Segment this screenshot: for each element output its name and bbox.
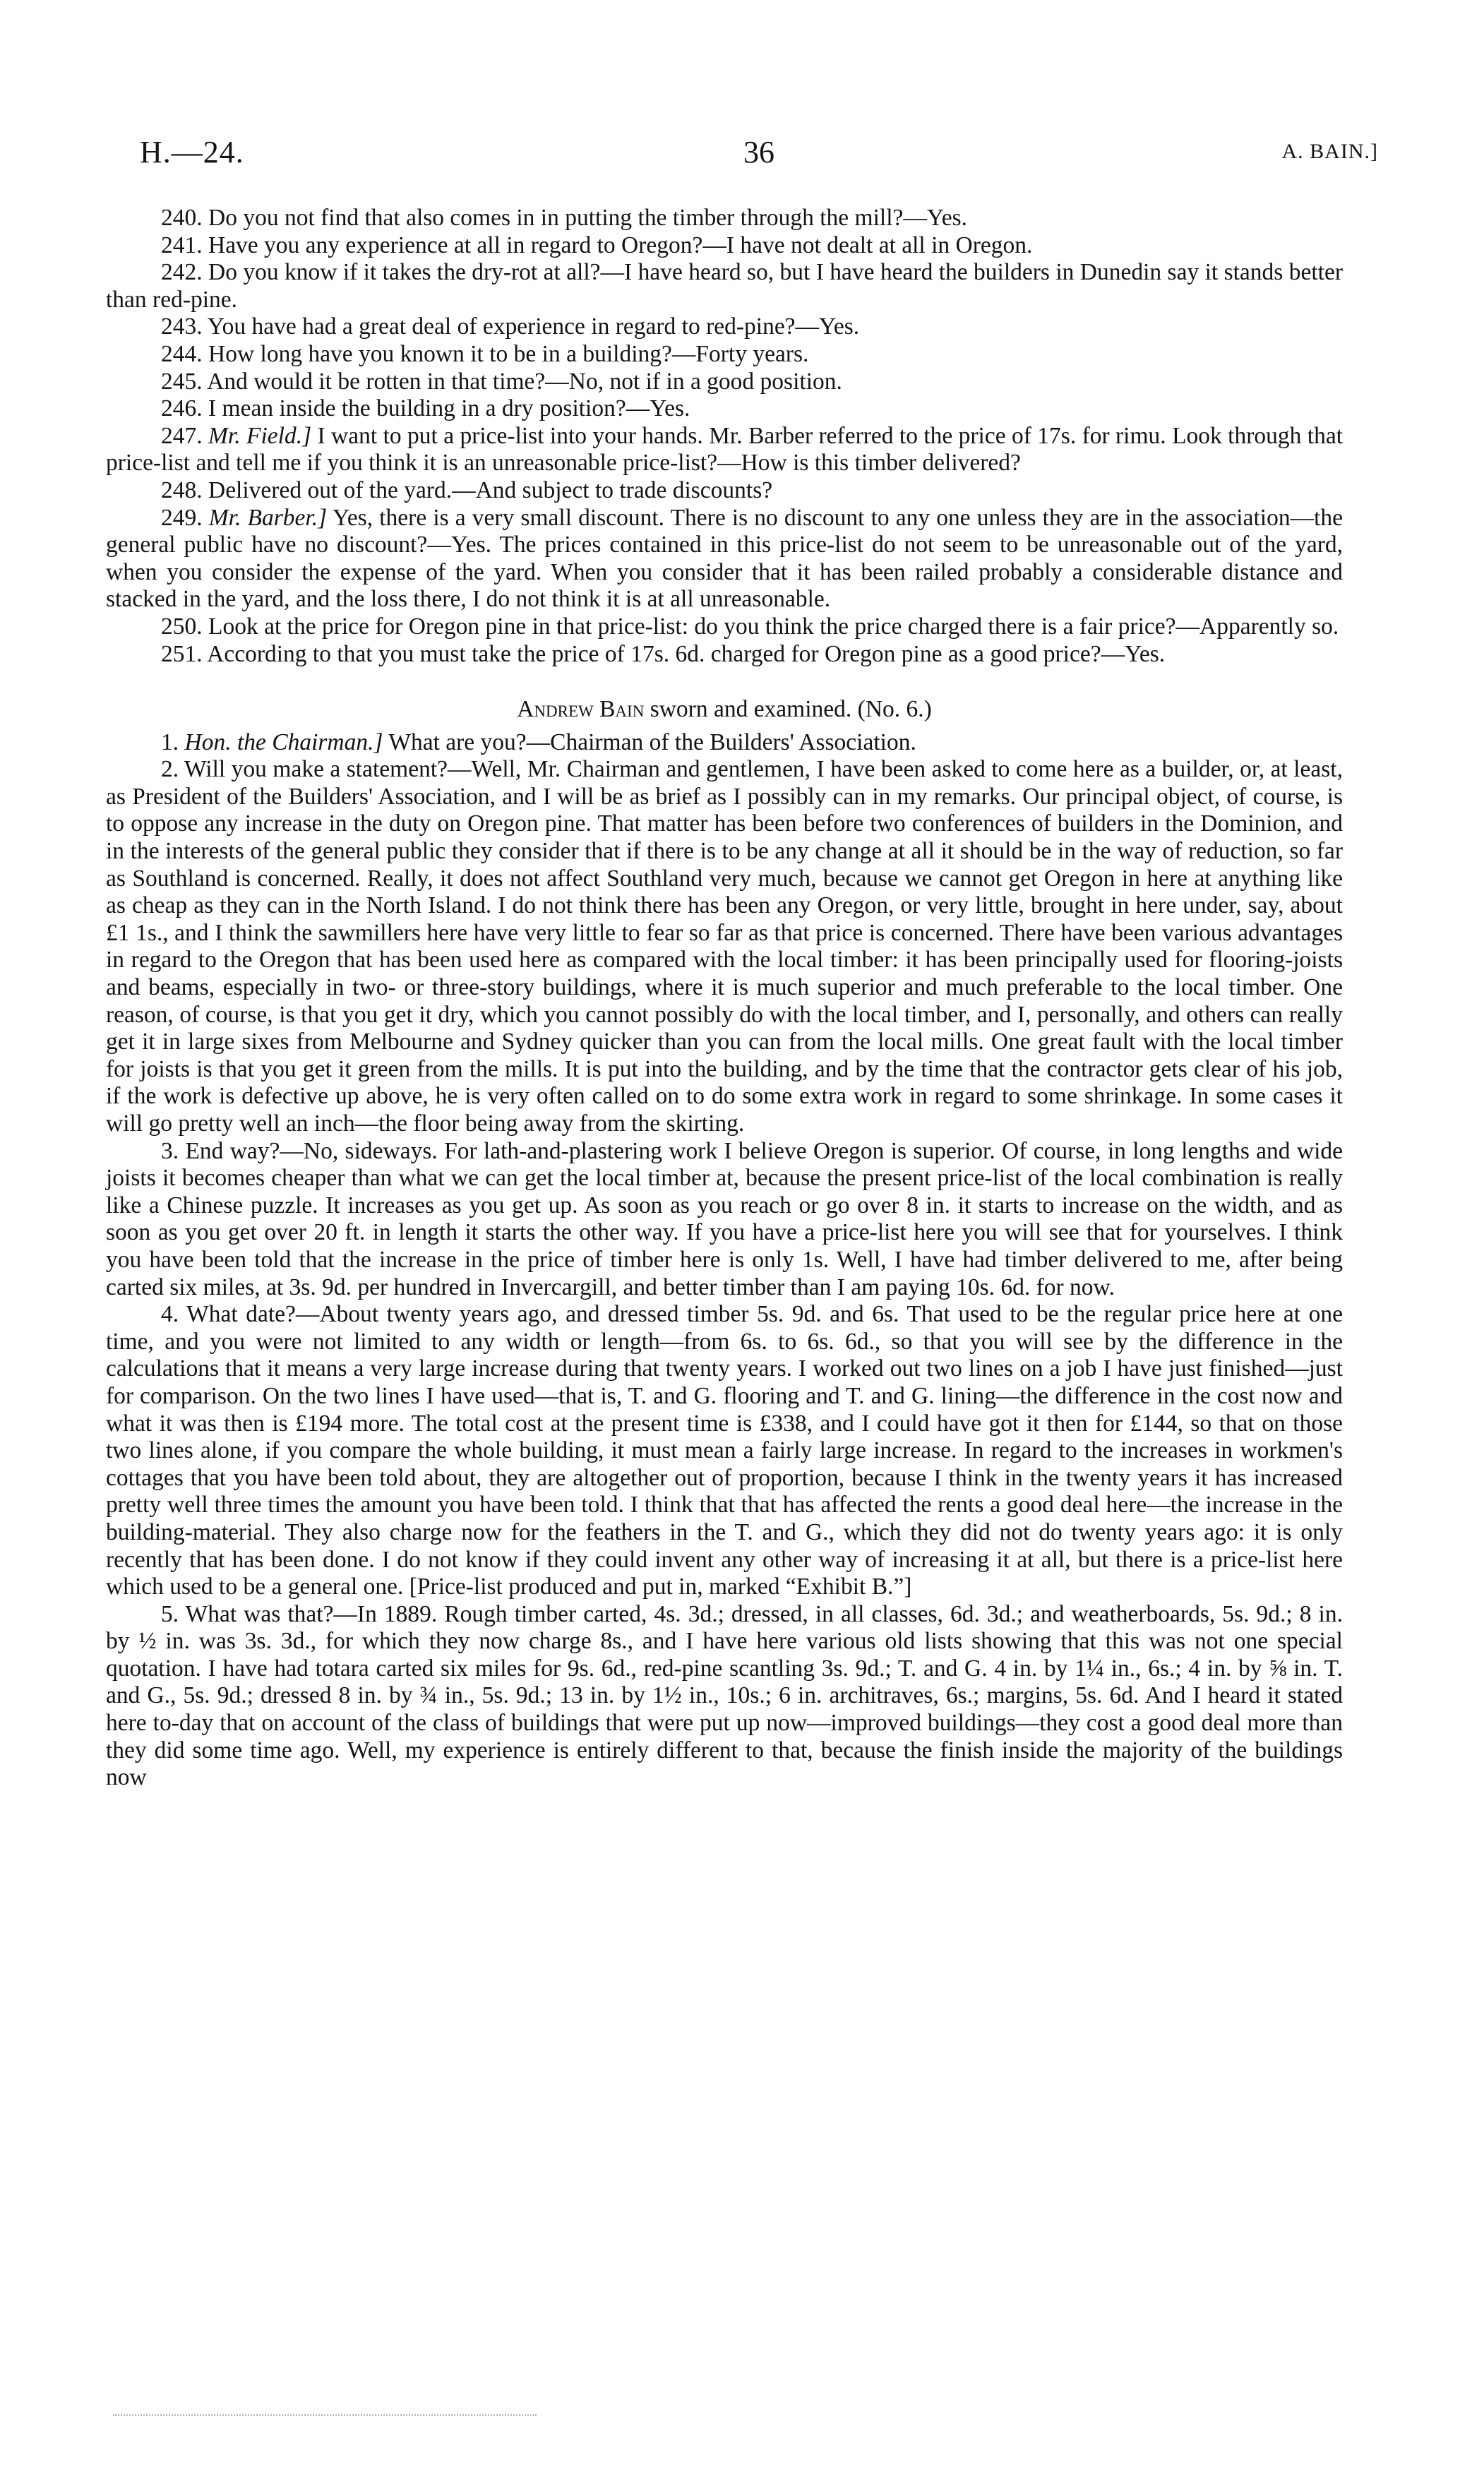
page-header [140, 128, 1378, 178]
speaker-label: Mr. Barber.] [208, 504, 328, 531]
witness-name: Andrew Bain [517, 696, 645, 723]
page-number: 36 [743, 135, 774, 169]
qa-paragraph: 240. Do you not find that also comes in in putting the timber through the mill?—Yes. [161, 205, 968, 231]
qa-paragraph: 244. How long have you known it to be in a building?—Forty years. [161, 340, 809, 367]
qa-paragraph: 245. And would it be rotten in that time?—No, not if in a good position. [161, 368, 842, 395]
speaker-label: Hon. the Chairman.] [184, 729, 383, 755]
qa-paragraph: 5. What was that?—In 1889. Rough timber carted, 4s. 3d.; dressed, in all classes, 6d. 3d.; and weatherboards, 5s. 9d.; 8 in. by ½ in. was 3s. 3d., for which they now charge 8s., and I have here various old lists showing that this was not one special quotation. I have had totara carted six miles for 9s. 6d., red-pine scantling 3s. 9d.; T. and G. 4 in. by 1¼ in., 6s.; 4 in. by ⅝ in. T. and G., 5s. 9d.; dressed 8 in. by ¾ in., 5s. 9d.; 13 in. by 1½ in., 10s.; 6 in. architraves, 6s.; margins, 5s. 6d. And I heard it stated here to-day that on account of the class of buildings that were put up now—improved buildings—they cost a good deal more than they did some time ago. Well, my experience is entirely different to that, because the finish inside the majority of the buildings now [106, 1600, 1343, 1791]
qa-paragraph: 242. Do you know if it takes the dry-rot at all?—I have heard so, but I have heard the builders in Dunedin say it stands better than red-pine. [106, 259, 1343, 313]
qa-paragraph: 3. End way?—No, sideways. For lath-and-plastering work I believe Oregon is superior. Of course, in long lengths and wide joists it becomes cheaper than what we can get the local timber at, because the present price-list of the local combination is really like a Chinese puzzle. It increases as you get up. As soon as you reach or go over 8 in. it starts to increase on the width, and as soon as you get over 20 ft. in length it starts the other way. If you have a price-list here you will see that for yourselves. I think you have been told that the increase in the price of timber here is only 1s. Well, I have had timber delivered to me, after being carted six miles, at 3s. 9d. per hundred in Invercargill, and better timber than I am paying 10s. 6d. for now. [106, 1137, 1343, 1300]
footer-rule [113, 2414, 537, 2419]
qa-paragraph: 249. Mr. Barber.] Yes, there is a very small discount. There is no discount to any one unless they are in the association—the general public have no discount?—Yes. The prices contained in this price-list do not seem to be unreasonable out of the yard, when you consider the expense of the yard. When you consider that it has been railed probably a considerable distance and stacked in the yard, and the loss there, I do not think it is at all unreasonable. [106, 504, 1343, 613]
qa-paragraph: 248. Delivered out of the yard.—And subject to trade discounts? [161, 477, 773, 503]
qa-paragraph: 4. What date?—About twenty years ago, and dressed timber 5s. 9d. and 6s. That used to be the regular price here at one time, and you were not limited to any width or length—from 6s. to 6s. 6d., so that you will see by the difference in the calculations that it means a very large increase during that twenty years. I worked out two lines on a job I have just finished—just for comparison. On the two lines I have used—that is, T. and G. flooring and T. and G. lining—the difference in the cost now and what it was then is £194 more. The total cost at the present time is £338, and I could have got it then for £144, so that on those two lines alone, if you compare the whole building, it must mean a fairly large increase. In regard to the increases in workmen's cottages that you have been told about, they are altogether out of proportion, because I think in the twenty years it has increased pretty well three times the amount you have been told. I think that that has affected the rents a good deal here—the increase in the building-material. They also charge now for the feathers in the T. and G., which they did not do twenty years ago: it is only recently that has been done. I do not know if they could invent any other way of increasing it at all, but there is a price-list here which used to be a general one. [Price-list produced and put in, marked “Exhibit B.”] [106, 1301, 1343, 1600]
qa-paragraph: 2. Will you make a statement?—Well, Mr. Chairman and gentlemen, I have been asked to come here as a builder, or, at least, as President of the Builders' Association, and I will be as brief as I possibly can in my remarks. Our principal object, of course, is to oppose any increase in the duty on Oregon pine. That matter has been before two conferences of builders in the Dominion, and in the interests of the general public they consider that if there is to be any change at all it should be in the way of reduction, so far as Southland is concerned. Really, it does not affect Southland very much, because we cannot get Oregon in here at anything like as cheap as they can in the North Island. I do not think there has been any Oregon, or very little, brought in here under, say, about £1 1s., and I think the sawmillers here have very little to fear so far as that price is concerned. There have been various advantages in regard to the Oregon that has been used here as compared with the local timber: it has been principally used for flooring-joists and beams, especially in two- or three-story buildings, where it is much superior and much preferable to the local timber. One reason, of course, is that you get it dry, which you cannot possibly do with the local timber, and I, personally, and others can really get it in large sixes from Melbourne and Sydney quicker than you can from the local mills. One great fault with the local timber for joists is that you get it green from the mills. It is put into the building, and by the time that the contractor gets clear of his job, if the work is defective up above, he is very often called on to do some extra work in regard to some shrinkage. In some cases it will go pretty well an inch—the floor being away from the skirting. [106, 756, 1343, 1137]
qa-paragraph: 247. Mr. Field.] I want to put a price-list into your hands. Mr. Barber referred to the price of 17s. for rimu. Look through that price-list and tell me if you think it is an unreasonable price-list?—How is this timber delivered? [106, 422, 1344, 477]
witness-heading: Andrew Bain sworn and examined. (No. 6.) [517, 696, 932, 723]
qa-paragraph: 241. Have you any experience at all in regard to Oregon?—I have not dealt at all in Oregon. [161, 232, 1033, 258]
qa-paragraph: 1. Hon. the Chairman.] What are you?—Chairman of the Builders' Association. [161, 729, 916, 755]
speaker-label: Mr. Field.] [208, 422, 312, 449]
page-body [106, 205, 1343, 1792]
qa-paragraph: 251. According to that you must take the price of 17s. 6d. charged for Oregon pine as a good price?—Yes. [161, 640, 1166, 667]
qa-paragraph: 243. You have had a great deal of experience in regard to red-pine?—Yes. [161, 313, 860, 340]
qa-paragraph: 250. Look at the price for Oregon pine in that price-list: do you think the price charged there is a fair price?—Apparently so. [161, 613, 1339, 640]
header-reference: H.—24. [140, 135, 244, 169]
header-witness: A. BAIN.] [1281, 140, 1378, 163]
qa-paragraph: 246. I mean inside the building in a dry position?—Yes. [161, 395, 690, 422]
